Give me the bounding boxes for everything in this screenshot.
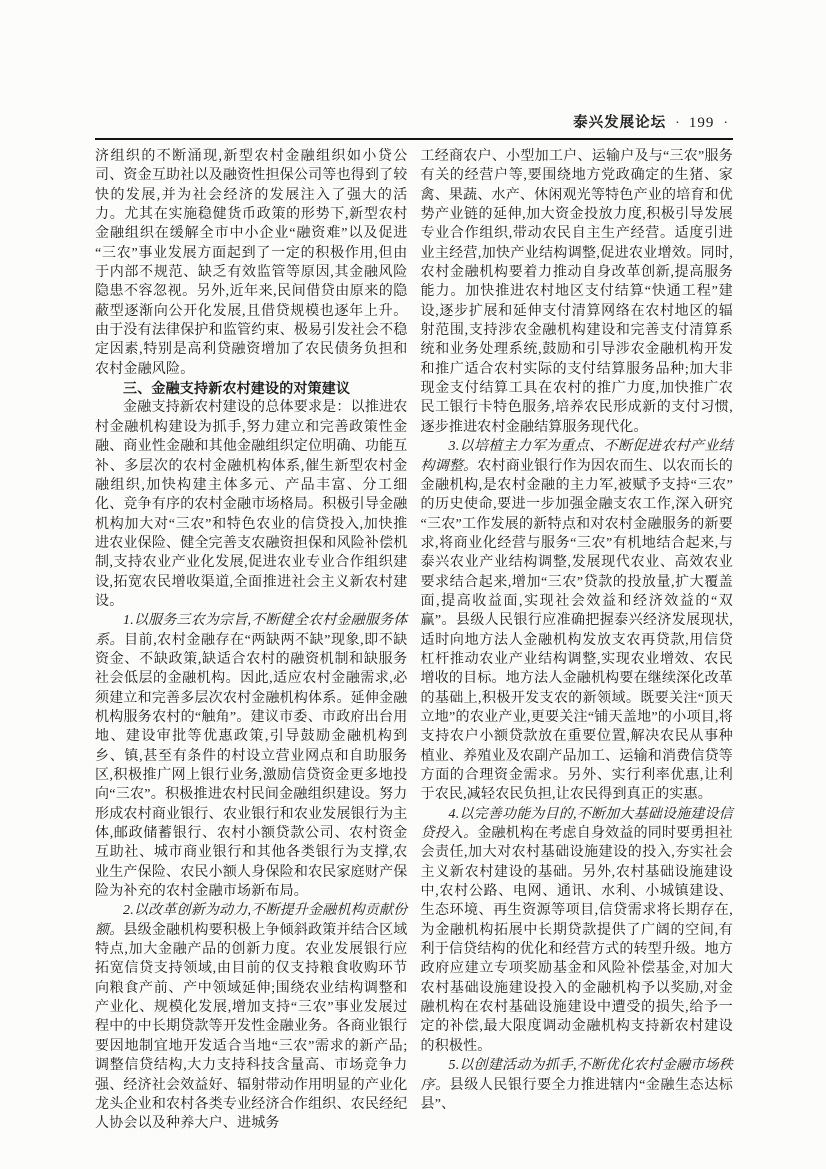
paragraph: 济组织的不断涌现,新型农村金融组织如小贷公司、资金互助社以及融资性担保公司等也得到了较快的发展,并为社会经济的发展注入了强大的活力。尤其在实施稳健货币政策的形势下,新型农村金融组织在缓解全市中小企业“融资难”以及促进“三农”事业发展方面起到了一定的积极作用,但由于内部不规范、缺乏有效监管等原因,其金融风险隐患不容忽视。另外,近年来,民间借贷由原来的隐蔽型逐渐向公开化发展,且借贷规模也逐年上升。由于没有法律保护和监管约束、极易引发社会不稳定因素,特别是高利贷融资增加了农民债务负担和农村金融风险。 <box>95 149 408 377</box>
item-lead: 3.以培植主力军为重点、不断促进农村产业结构调整。 <box>420 439 733 474</box>
item-lead: 4.以完善功能为目的,不断加大基础设施建设信贷投入。 <box>420 806 733 842</box>
item-lead: 5.以创建活动为抓手,不断优化农村金融市场秩序。 <box>420 1058 733 1093</box>
right-column <box>421 147 734 1134</box>
item-lead: 1.以服务三农为宗旨,不断健全农村金融服务体系。 <box>95 613 408 648</box>
left-column <box>95 147 408 1134</box>
numbered-item <box>95 901 408 1133</box>
dot-separator: · <box>675 116 680 131</box>
page-header <box>95 114 733 133</box>
numbered-item <box>95 611 408 901</box>
item-body: 目前,农村金融存在“两缺两不缺”现象,即不缺资金、不缺政策,缺适合农村的融资机制和缺服务社会低层的金融机构。因此,适应农村金融需求,必须建立和完善多层次农村金融机构体系。延伸金融机构服务农村的“触角”。建议市委、市政府出台用地、建设审批等优惠政策,引导鼓励金融机构到乡、镇,甚至有条件的村设立营业网点和自助服务区,积极推广网上银行业务,激励信贷资金更多地投向“三农”。积极推进农村民间金融组织建设。努力形成农村商业银行、农业银行和农业发展银行为主体,邮政储蓄银行、农村小额贷款公司、农村资金互助社、城市商业银行和其他各类银行为支撑,农业生产保险、农民小额人身保险和农民家庭财产保险为补充的农村金融市场新布局。 <box>95 632 408 900</box>
header-rule <box>95 138 733 140</box>
numbered-item <box>421 1056 734 1114</box>
numbered-item <box>421 437 734 805</box>
item-body: 县级人民银行要全力推进辖内“金融生态达标县”、 <box>420 1077 733 1112</box>
section-heading: 三、金融支持新农村建设的对策建议 <box>123 380 351 397</box>
page-number: 199 <box>688 115 715 131</box>
item-body: 县级金融机构要积极上争倾斜政策并结合区域特点,加大金融产品的创新力度。农业发展银行应拓宽信贷支持领域,由目前的仅支持粮食收购环节向粮食产前、产中领域延伸;围绕农业结构调整和产业化、规模化发展,增加支持“三农”事业发展过程中的中长期贷款等开发性金融业务。各商业银行要因地制宜地开发适合当地“三农”需求的新产品;调整信贷结构,大力支持科技含量高、市场竞争力强、经济社会效益好、辐射带动作用明显的产业化龙头企业和农村各类专业经济合作组织、农民经纪人协会以及种养大户、进城务 <box>95 922 408 1132</box>
item-lead: 2.以改革创新为动力,不断提升金融机构贡献份额。 <box>95 903 408 938</box>
dot-separator: · <box>723 116 728 131</box>
text-columns <box>95 147 733 1134</box>
item-body: 金融机构在考虑自身效益的同时要勇担社会责任,加大对农村基础设施建设的投入,夯实社会主义新农村建设的基础。另外,农村基础设施建设中,农村公路、电网、通讯、水利、小城镇建设、生态环境、再生资源等项目,信贷需求将长期存在,为金融机构拓展中长期贷款提供了广阔的空间,有利于信贷结构的优化和经营方式的转型升级。地方政府应建立专项奖励基金和风险补偿基金,对加大农村基础设施建设投入的金融机构予以奖励,对金融机构在农村基础设施建设中遭受的损失,给予一定的补偿,最大限度调动金融机构支持新农村建设的积极性。 <box>420 826 733 1054</box>
paragraph: 工经商农户、小型加工户、运输户及与“三农”服务有关的经营户等,要围绕地方党政确定的生猪、家禽、果蔬、水产、休闲观光等特色产业的培育和优势产业链的延伸,加大资金投放力度,积极引导发展专业合作组织,带动农民自主生产经营。适度引进业主经营,加快产业结构调整,促进农业增效。同时,农村金融机构要着力推动自身改革创新,提高服务能力。加快推进农村地区支付结算“快通工程”建设,逐步扩展和延伸支付清算网络在农村地区的辐射范围,支持涉农金融机构建设和完善支付清算系统和业务处理系统,鼓励和引导涉农金融机构开发和推广适合农村实际的支付结算服务品种;加大非现金支付结算工具在农村的推广力度,加快推广农民工银行卡特色服务,培养农民形成新的支付习惯,逐步推进农村金融结算服务现代化。 <box>420 149 733 435</box>
item-body: 农村商业银行作为因农而生、以农而长的金融机构,是农村金融的主力军,被赋予支持“三农”的历史使命,要进一步加强金融支农工作,深入研究“三农”工作发展的新特点和对农村金融服务的新要求,将商业化经营与服务“三农”有机地结合起来,与泰兴农业产业结构调整,发展现代农业、高效农业要求结合起来,增加“三农”贷款的投放量,扩大覆盖面,提高收益面,实现社会效益和经济效益的“双赢”。县级人民银行应准确把握泰兴经济发展现状,适时向地方法人金融机构发放支农再贷款,用信贷杠杆推动农业产业结构调整,实现农业增效、农民增收的目标。地方法人金融机构要在继续深化改革的基础上,积极开发支农的新领域。既要关注“顶天立地”的农业产业,更要关注“铺天盖地”的小项目,将支持农户小额贷款放在重要位置,解决农民从事种植业、养殖业及农副产品加工、运输和消费信贷等方面的合理资金需求。另外、实行利率优惠,让利于农民,减轻农民负担,让农民得到真正的实惠。 <box>420 458 733 803</box>
journal-title: 泰兴发展论坛 <box>573 115 667 131</box>
paragraph: 金融支持新农村建设的总体要求是：以推进农村金融机构建设为抓手,努力建立和完善政策性金融、商业性金融和其他金融组织定位明确、功能互补、多层次的农村金融机构体系,催生新型农村金融组织,加快构建主体多元、产品丰富、分工细化、竞争有序的农村金融市场格局。积极引导金融机构加大对“三农”和特色农业的信贷投入,加快推进农业保险、健全完善支农融资担保和风险补偿机制,支持农业产业化发展,促进农业专业合作组织建设,拓宽农民增收渠道,全面推进社会主义新农村建设。 <box>95 400 408 609</box>
numbered-item <box>421 805 734 1056</box>
